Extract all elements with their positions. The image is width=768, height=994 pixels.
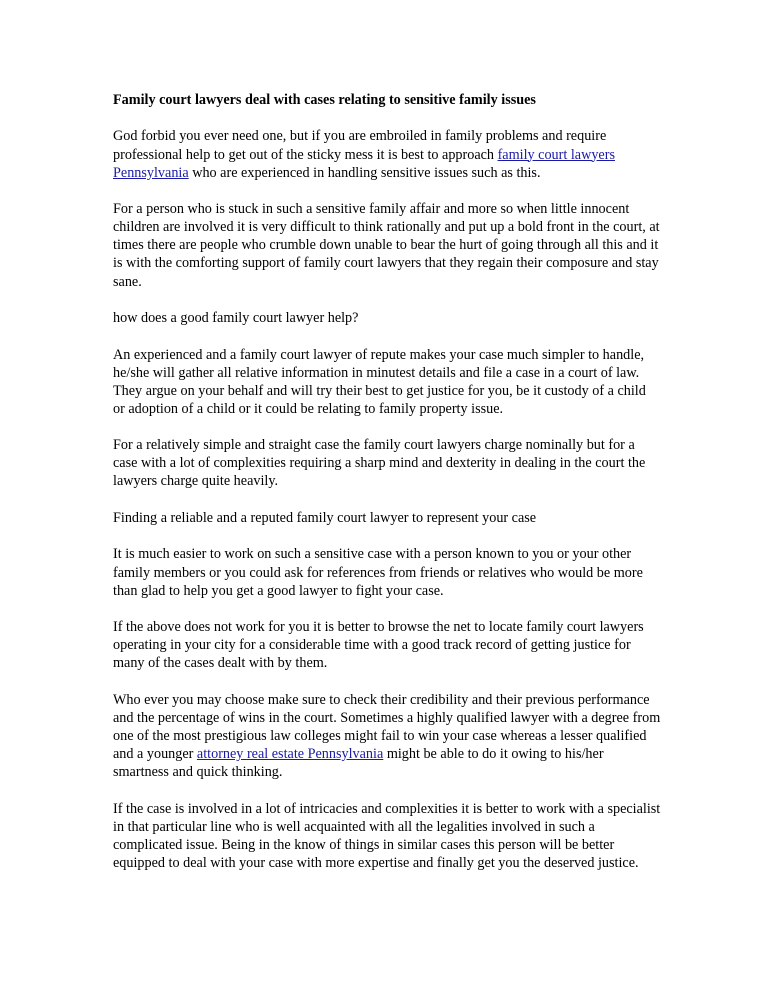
spacer <box>113 527 661 545</box>
attorney-real-estate-link[interactable]: attorney real estate Pennsylvania <box>196 746 384 763</box>
document-title: Family court lawyers deal with cases relating to sensitive family issues <box>113 92 536 108</box>
spacer <box>113 109 661 127</box>
paragraph-intro <box>113 127 661 181</box>
subheading-finding-lawyer: Finding a reliable and a reputed family court lawyer to represent your case <box>113 509 537 526</box>
spacer <box>113 600 661 618</box>
family-court-lawyers-link[interactable]: family court lawyers Pennsylvania <box>113 146 615 181</box>
paragraph-browse-net: If the above does not work for you it is better to browse the net to locate family court lawyers operating in your city for a considerable time with a good track record of getting justice for many of the cases dealt with by them. <box>113 619 644 672</box>
paragraph-credibility <box>113 691 661 781</box>
spacer <box>113 491 661 509</box>
spacer <box>113 418 661 436</box>
spacer <box>113 182 661 200</box>
intro-text-start: God forbid you ever need one, but if you are embroiled in family problems and require professional help to get out of the sticky mess it is best to approach <box>113 128 607 163</box>
paragraph-specialist: If the case is involved in a lot of intricacies and complexities it is better to work with a specialist in that particular line who is well acquainted with all the legalities involved in such a complicated issue. Being in the know of things in similar cases this person will be better equipped to deal with your case with more expertise and finally get you the deserved justice. <box>113 800 661 871</box>
intro-text-end: who are experienced in handling sensitive issues such as this. <box>188 164 541 181</box>
paragraph-charges: For a relatively simple and straight case the family court lawyers charge nominally but for a case with a lot of complexities requiring a sharp mind and dexterity in dealing in the court the lawyers charge quite heavily. <box>113 437 646 490</box>
paragraph-experienced-lawyer: An experienced and a family court lawyer of repute makes your case much simpler to handle, he/she will gather all relative information in minutest details and file a case in a court of law. They argue on your behalf and will try their best to get justice for you, be it custody of a child or adoption of a child or it could be relating to family property issue. <box>113 346 646 417</box>
spacer <box>113 672 661 690</box>
spacer <box>113 327 661 345</box>
document-page <box>113 91 661 872</box>
subheading-how-lawyer-helps: how does a good family court lawyer help? <box>113 310 359 327</box>
spacer <box>113 781 661 799</box>
paragraph-references: It is much easier to work on such a sensitive case with a person known to you or your other family members or you could ask for references from friends or relatives who would be more than glad to help you get a good lawyer to fight your case. <box>113 546 643 599</box>
spacer <box>113 291 661 309</box>
credibility-text-start: Who ever you may choose make sure to check their credibility and their previous performance and the percentage of wins in the court. Sometimes a highly qualified lawyer with a degree from one of the most prestigious law colleges might fail to win your case whereas a lesser qualified and a younger <box>113 691 661 763</box>
credibility-text-end: might be able to do it owing to his/her smartness and quick thinking. <box>113 746 604 781</box>
paragraph-sensitive-affair: For a person who is stuck in such a sensitive family affair and more so when little innocent children are involved it is very difficult to think rationally and put up a bold front in the court, at times there are people who crumble down unable to bear the hurt of going through all this and it is with the comforting support of family court lawyers that they regain their composure and stay sane. <box>113 201 660 290</box>
